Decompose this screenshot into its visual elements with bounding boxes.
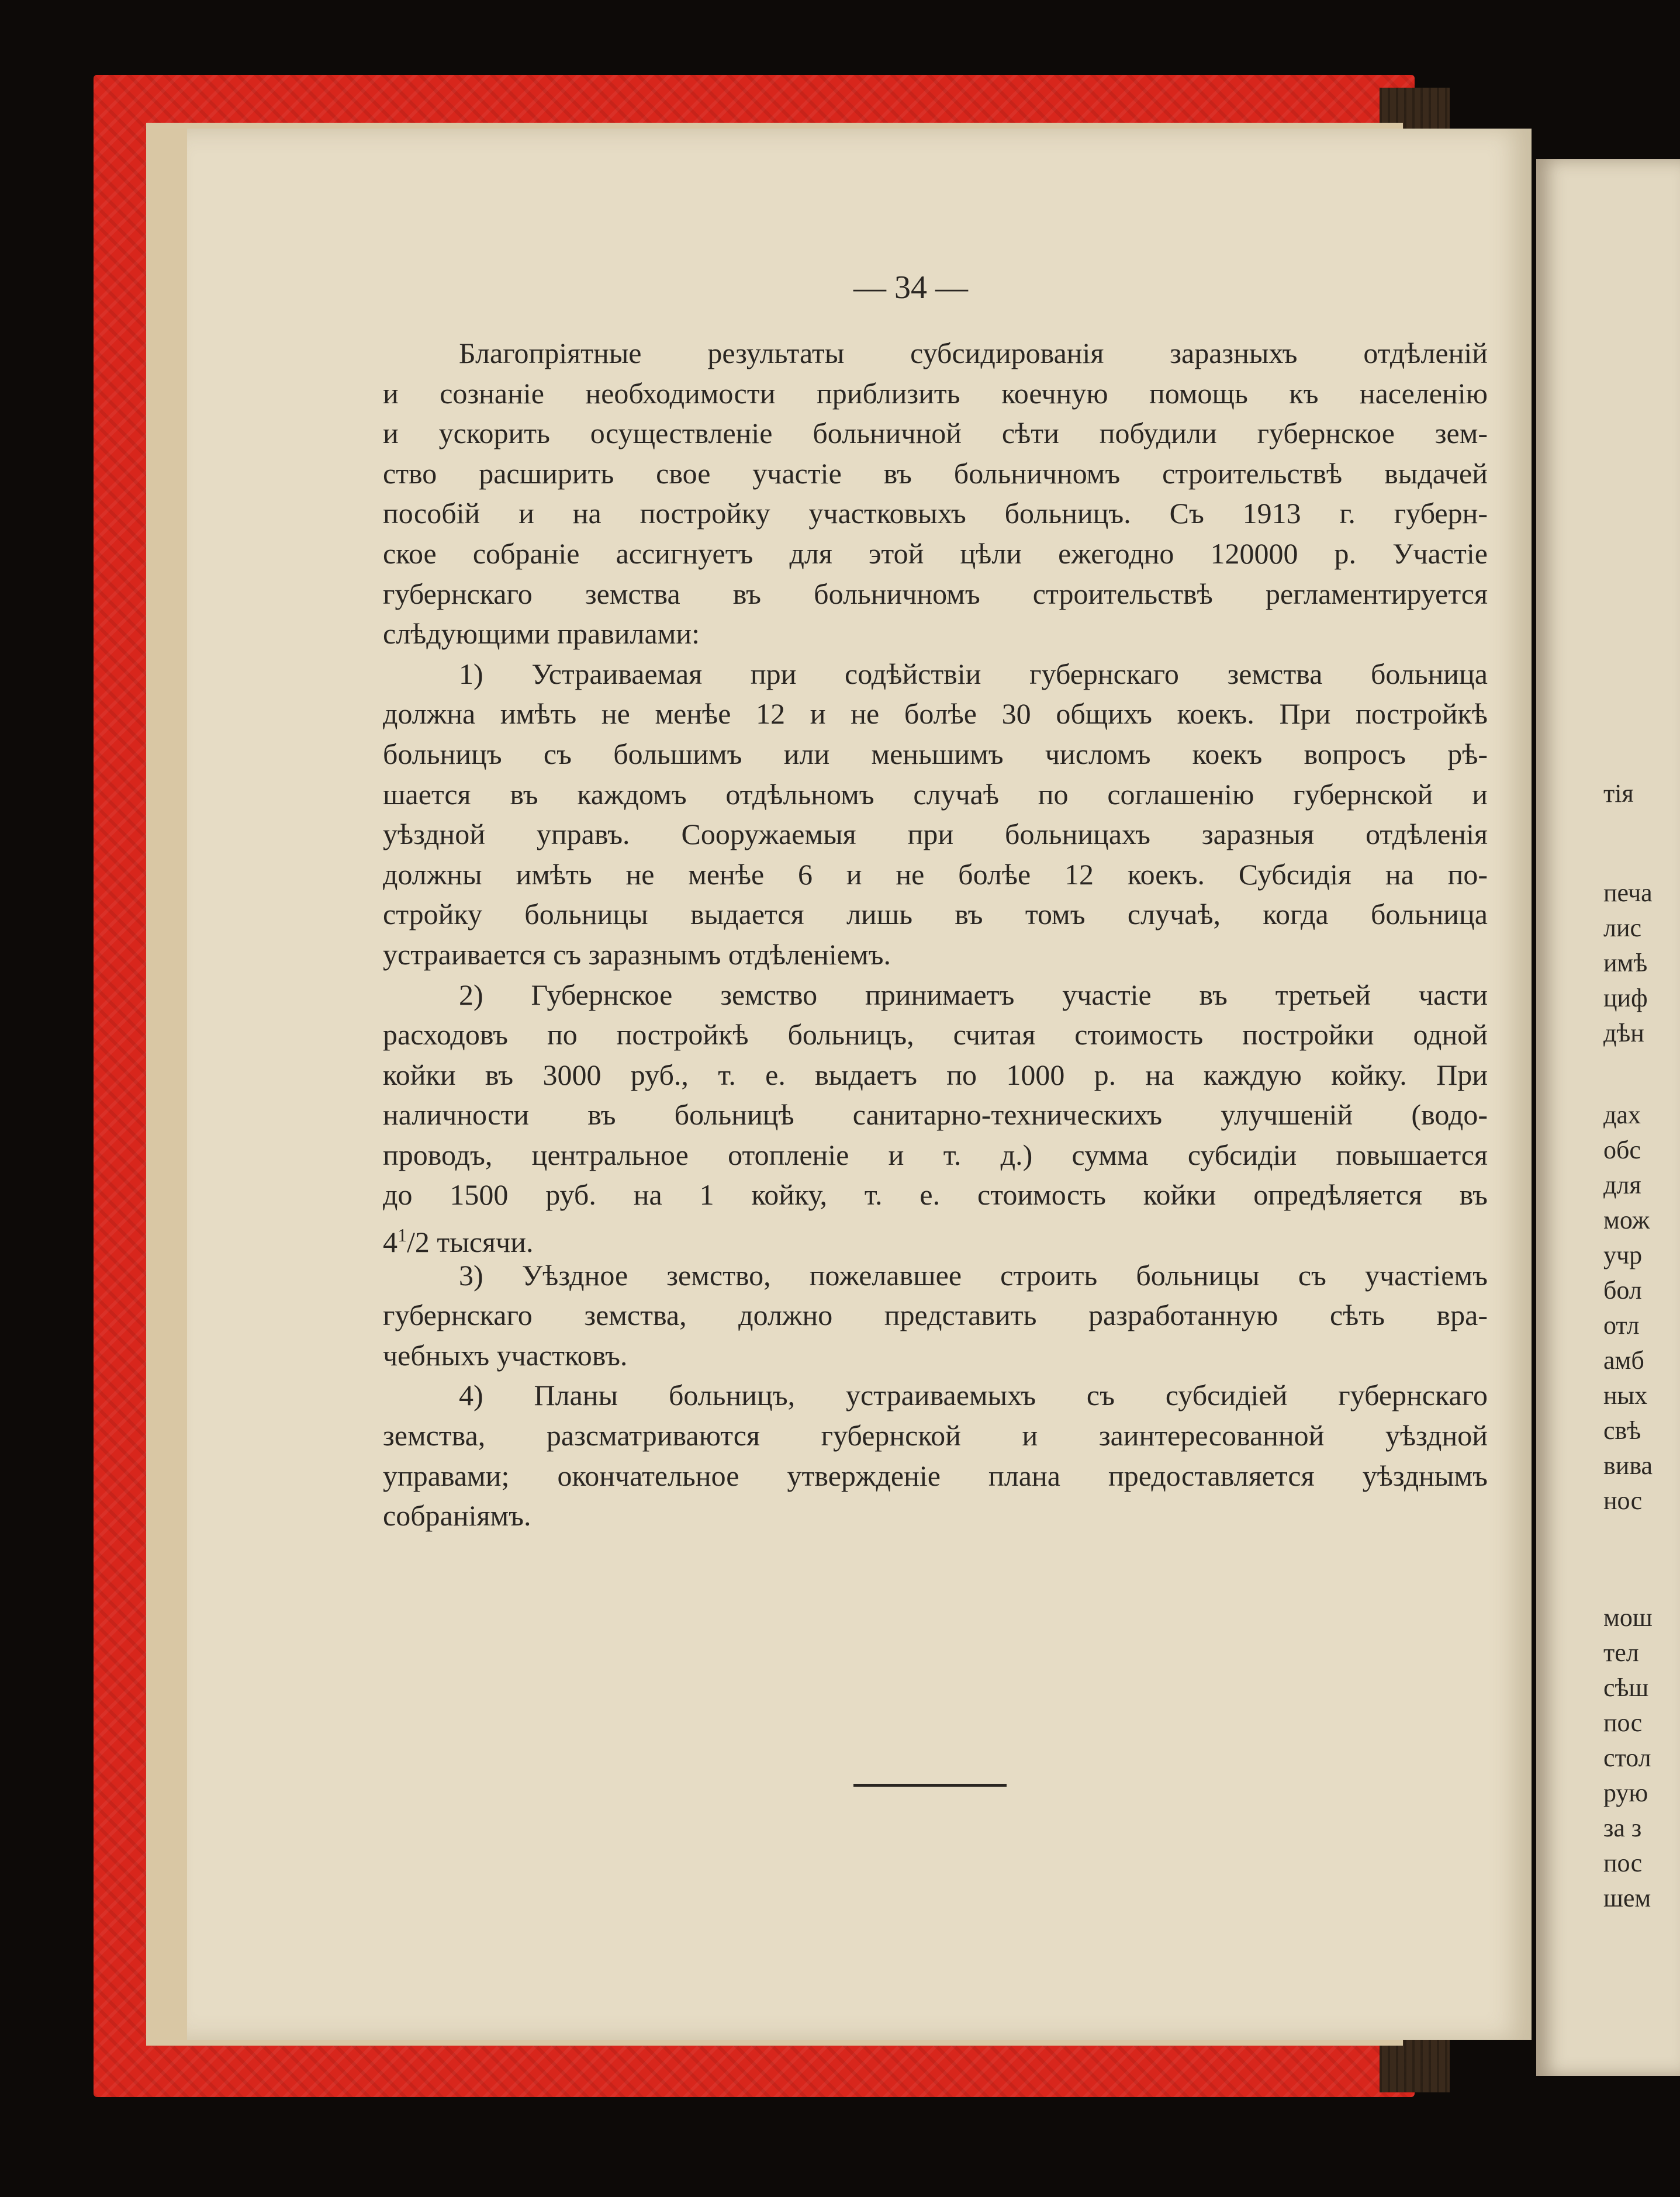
next-page-fragment: сѣш	[1603, 1673, 1649, 1702]
next-page-fragment: тія	[1603, 779, 1634, 808]
text-line: слѣдующими правилами:	[383, 617, 700, 651]
text-line: проводъ, центральное отопленіе и т. д.) сумма субсидіи повышается	[383, 1138, 1488, 1171]
next-page-fragment: для	[1603, 1171, 1641, 1199]
text-line: пособій и на постройку участковыхъ больницъ. Съ 1913 г. губерн-	[383, 497, 1488, 530]
text-line: 4) Планы больницъ, устраиваемыхъ съ субсидіей губернскаго	[459, 1379, 1488, 1412]
text-line: до 1500 руб. на 1 койку, т. е. стоимость койки опредѣляется въ	[383, 1178, 1488, 1212]
fraction-whole: 4	[383, 1226, 397, 1259]
text-line: тысячи.	[437, 1226, 534, 1259]
next-page-fragment: шем	[1603, 1884, 1651, 1912]
next-page-fragment: бол	[1603, 1276, 1642, 1305]
next-page-fragment: рую	[1603, 1779, 1648, 1807]
closing-rule	[853, 1784, 1007, 1787]
text-line: губернскаго земства, должно представить разработанную сѣть вра-	[383, 1299, 1488, 1332]
next-page-fragment: мож	[1603, 1206, 1650, 1234]
text-line: наличности въ больницѣ санитарно-техническихъ улучшеній (водо-	[383, 1098, 1488, 1132]
text-line: уѣздной управъ. Сооружаемыя при больницахъ заразныя отдѣленія	[383, 818, 1488, 851]
next-page-fragment: амб	[1603, 1346, 1644, 1375]
next-page-fragment: дах	[1603, 1101, 1641, 1129]
next-page-fragment: отл	[1603, 1311, 1640, 1340]
next-page-fragment: вива	[1603, 1451, 1653, 1480]
next-page-fragment: нос	[1603, 1486, 1643, 1515]
text-line: земства, разсматриваются губернской и заинтересованной уѣздной	[383, 1419, 1488, 1452]
next-page-fragment: дѣн	[1603, 1019, 1644, 1047]
text-line: 3) Уѣздное земство, пожелавшее строить больницы съ участіемъ	[459, 1258, 1488, 1292]
text-line: ское собраніе ассигнуетъ для этой цѣли ежегодно 120000 р. Участіе	[383, 537, 1488, 570]
text-line: собраніямъ.	[383, 1499, 531, 1532]
next-page-fragment: лис	[1603, 914, 1642, 942]
next-page-fragment: ных	[1603, 1381, 1648, 1410]
text-line: и ускорить осуществленіе больничной сѣти побудили губернское зем-	[383, 417, 1488, 450]
next-page-fragment: учр	[1603, 1241, 1643, 1269]
text-line: 1) Устраиваемая при содѣйствіи губернскаго земства больница	[459, 657, 1488, 690]
text-line: больницъ съ большимъ или меньшимъ числомъ коекъ вопросъ рѣ-	[383, 737, 1488, 770]
next-page-fragment: свѣ	[1603, 1416, 1641, 1445]
next-page-fragment: обс	[1603, 1136, 1641, 1164]
text-line: ство расширить свое участіе въ больничномъ строительствѣ выдачей	[383, 456, 1488, 490]
text-line: губернскаго земства въ больничномъ строительствѣ регламентируется	[383, 577, 1488, 610]
text-line: управами; окончательное утвержденіе плана предоставляется уѣзднымъ	[383, 1459, 1488, 1492]
next-page-fragment: печа	[1603, 878, 1653, 907]
next-page-fragment: стол	[1603, 1743, 1651, 1772]
text-line: Благопріятные результаты субсидированія заразныхъ отдѣленій	[459, 337, 1488, 369]
page-body	[383, 333, 1488, 1536]
text-line: должны имѣть не менѣе 6 и не болѣе 12 коекъ. Субсидія на по-	[383, 857, 1488, 891]
text-line: чебныхъ участковъ.	[383, 1338, 628, 1372]
text-line: устраивается съ заразнымъ отдѣленіемъ.	[383, 937, 891, 971]
next-page-fragment: пос	[1603, 1849, 1643, 1877]
text-line: стройку больницы выдается лишь въ томъ случаѣ, когда больница	[383, 898, 1488, 931]
text-line: шается въ каждомъ отдѣльномъ случаѣ по соглашенію губернской и	[383, 777, 1488, 811]
next-page-fragment: тел	[1603, 1638, 1639, 1667]
next-page-fragment: циф	[1603, 984, 1648, 1012]
next-page-fragment: за з	[1603, 1814, 1642, 1842]
text-line: расходовъ по постройкѣ больницъ, считая стоимость постройки одной	[383, 1018, 1488, 1051]
text-line: койки въ 3000 руб., т. е. выдаетъ по 1000 р. на каждую койку. При	[383, 1058, 1488, 1091]
text-line: 2) Губернское земство принимаетъ участіе въ третьей части	[459, 978, 1488, 1011]
text-line-fraction	[383, 1215, 1488, 1259]
text-line: и сознаніе необходимости приблизить коечную помощь къ населенію	[383, 376, 1488, 410]
fraction-numerator: 1	[397, 1224, 407, 1246]
page-number: — 34 —	[853, 269, 968, 306]
next-page-edge	[1536, 159, 1680, 2076]
fraction-denominator: /2	[407, 1226, 430, 1259]
next-page-fragment: пос	[1603, 1708, 1643, 1737]
text-line: должна имѣть не менѣе 12 и не болѣе 30 общихъ коекъ. При постройкѣ	[383, 697, 1488, 731]
next-page-fragment: имѣ	[1603, 949, 1648, 977]
next-page-fragment: мош	[1603, 1603, 1653, 1632]
